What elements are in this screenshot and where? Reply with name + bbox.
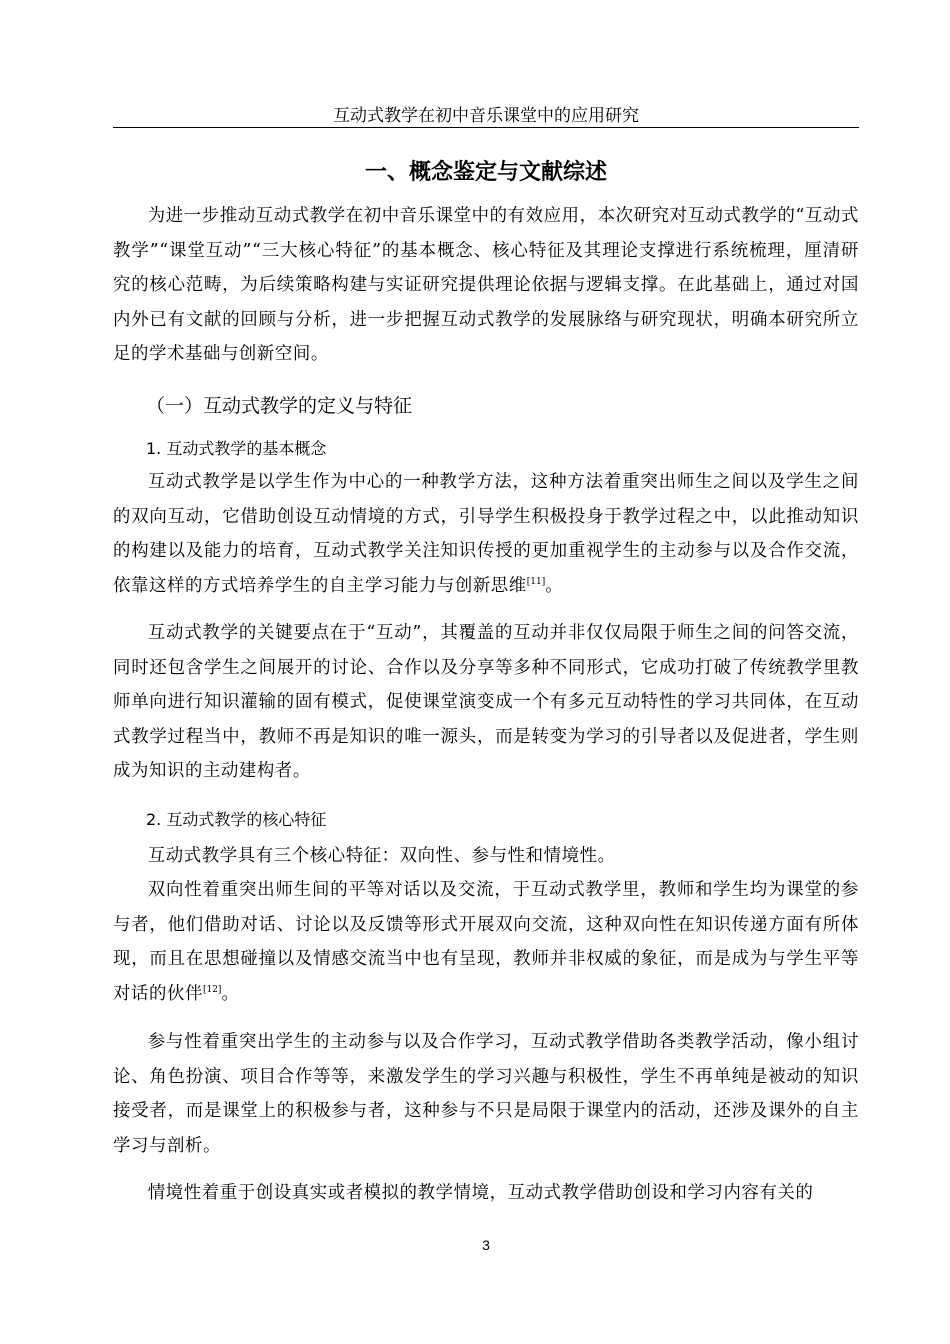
subsection-title-1: 1. 互动式教学的基本概念: [146, 439, 327, 458]
section-title: （一）互动式教学的定义与特征: [146, 395, 413, 417]
concept-paragraph-1-text: 互动式教学是以学生作为中心的一种教学方法，这种方法着重突出师生之间以及学生之间的双向互动，它借助创设互动情境的方式，引导学生积极投身于教学过程之中，以此推动知识的构建以及能力的培育，互动式教学关注知识传授的更加重视学生的主动参与以及合作交流，依靠这样的方式培养学生的自主学习能力与创新思维: [113, 472, 859, 596]
concept-paragraph-2: 互动式教学的关键要点在于“互动”，其覆盖的互动并非仅仅局限于师生之间的问答交流，同时还包含学生之间展开的讨论、合作以及分享等多种不同形式，它成功打破了传统教学里教师单向进行知识灌输的固有模式，促使课堂演变成一个有多元互动特性的学习共同体，在互动式教学过程当中，教师不再是知识的唯一源头，而是转变为学习的引导者以及促进者，学生则成为知识的主动建构者。: [113, 623, 859, 781]
citation-12: [12]: [202, 984, 222, 995]
features-paragraph-2-end: 。: [221, 983, 240, 1004]
citation-11: [11]: [526, 576, 546, 587]
intro-paragraph: 为进一步推动互动式教学在初中音乐课堂中的有效应用，本次研究对互动式教学的“互动式教学”“课堂互动”“三大核心特征”的基本概念、核心特征及其理论支撑进行系统梳理，厘清研究的核心范畴，为后续策略构建与实证研究提供理论依据与逻辑支撑。在此基础上，通过对国内外已有文献的回顾与分析，进一步把握互动式教学的发展脉络与研究现状，明确本研究所立足的学术基础与创新空间。: [113, 206, 859, 364]
features-paragraph-3: 参与性着重突出学生的主动参与以及合作学习，互动式教学借助各类教学活动，像小组讨论、角色扮演、项目合作等等，来激发学生的学习兴趣与积极性，学生不再单纯是被动的知识接受者，而是课堂上的积极参与者，这种参与不只是局限于课堂内的活动，还涉及课外的自主学习与剖析。: [113, 1032, 859, 1156]
chapter-title: 一、概念鉴定与文献综述: [364, 160, 607, 185]
features-paragraph-2-text: 双向性着重突出师生间的平等对话以及交流，于互动式教学里，教师和学生均为课堂的参与者，他们借助对话、讨论以及反馈等形式开展双向交流，这种双向性在知识传递方面有所体现，而且在思想碰撞以及情感交流当中也有呈现，教师并非权威的象征，而是成为与学生平等对话的伙伴: [113, 880, 859, 1004]
features-paragraph-2: [113, 873, 859, 1011]
concept-paragraph-1: [113, 465, 859, 603]
concept-paragraph-1-end: 。: [545, 575, 564, 596]
features-paragraph-4: 情境性着重于创设真实或者模拟的教学情境，互动式教学借助创设和学习内容有关的: [147, 1183, 814, 1203]
features-paragraph-1: 互动式教学具有三个核心特征：双向性、参与性和情境性。: [147, 846, 616, 866]
page-number: 3: [482, 1237, 490, 1253]
subsection-title-2: 2. 互动式教学的核心特征: [146, 810, 327, 829]
header-rule: [113, 127, 859, 128]
running-header: 互动式教学在初中音乐课堂中的应用研究: [333, 106, 639, 126]
